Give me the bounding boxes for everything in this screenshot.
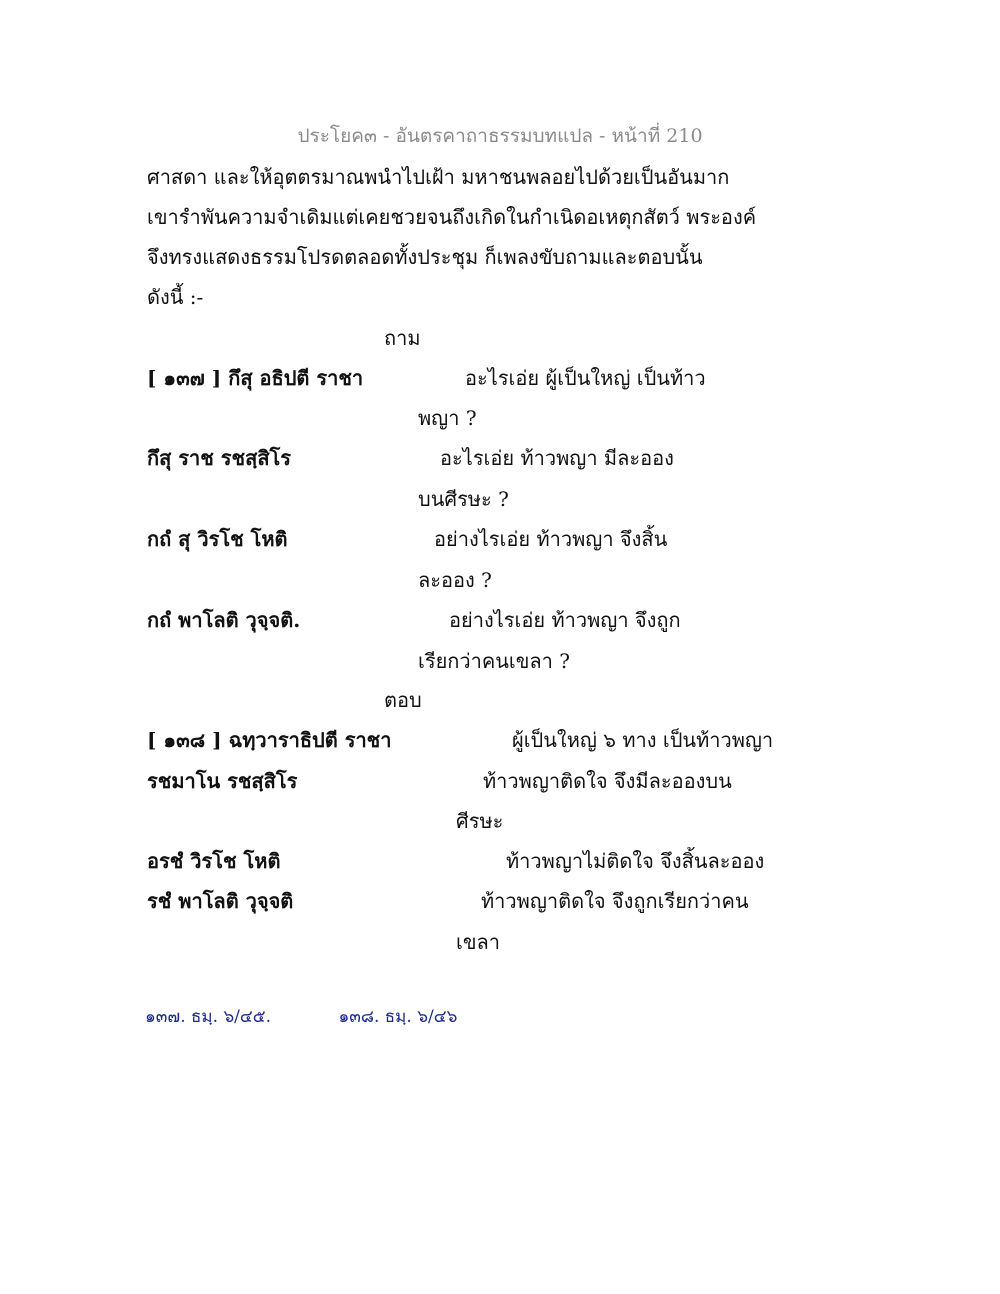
verse-pali-line: [ ๑๓๗ ] กึสุ อธิปตี ราชา [147, 366, 364, 390]
verse-thai-continuation: เรียกว่าคนเขลา ? [418, 649, 570, 673]
verse-pali-line: กึสุ ราช รชสฺสิโร [147, 446, 292, 470]
verse-thai-line: อย่างไรเอ่ย ท้าวพญา จึงถูก [449, 608, 681, 632]
verse-thai-continuation: ศีรษะ [456, 809, 504, 833]
verse-thai-line: อะไรเอ่ย ท้าวพญา มีละออง [440, 446, 674, 470]
verse-thai-line: ท้าวพญาไม่ติดใจ จึงสิ้นละออง [506, 849, 765, 873]
footnotes [145, 1003, 457, 1030]
footnote-138: ๑๓๘. ธมฺ. ๖/๔๖ [338, 1007, 458, 1027]
paragraph-line: จึงทรงแสดงธรรมโปรดตลอดทั้งประชุม ก็เพลงขับถามและตอบนั้น [147, 245, 703, 269]
verse-thai-continuation: บนศีรษะ ? [418, 487, 509, 511]
paragraph-line: ศาสดา และให้อุตตรมาณพนำไปเฝ้า มหาชนพลอยไปด้วยเป็นอันมาก [147, 165, 730, 189]
page-header: ประโยค๓ - อันตรคาถาธรรมบทแปล - หน้าที่ 210 [297, 125, 703, 147]
verse-thai-continuation: พญา ? [418, 406, 477, 430]
paragraph-line: เขารำพันความจำเดิมแต่เคยชวยจนถึงเกิดในกำเนิดอเหตุกสัตว์ พระองค์ [147, 205, 757, 229]
verse-thai-line: ท้าวพญาติดใจ จึงมีละอองบน [483, 769, 732, 793]
verse-pali-line: [ ๑๓๘ ] ฉทฺวาราธิปตี ราชา [147, 728, 392, 752]
paragraph-line: ดังนี้ :- [147, 285, 204, 309]
verse-thai-continuation: เขลา [456, 930, 500, 954]
verse-thai-line: อะไรเอ่ย ผู้เป็นใหญ่ เป็นท้าว [465, 366, 706, 390]
question-heading: ถาม [384, 326, 421, 350]
verse-thai-line: ท้าวพญาติดใจ จึงถูกเรียกว่าคน [481, 889, 749, 913]
verse-pali-line: รชมาโน รชสฺสิโร [147, 769, 298, 793]
verse-thai-line: อย่างไรเอ่ย ท้าวพญา จึงสิ้น [434, 527, 668, 551]
verse-thai-continuation: ละออง ? [418, 568, 492, 592]
footnote-137: ๑๓๗. ธมฺ. ๖/๔๕. [145, 1007, 272, 1027]
verse-pali-line: รชํ พาโลติ วุจฺจติ [147, 889, 294, 913]
verse-thai-line: ผู้เป็นใหญ่ ๖ ทาง เป็นท้าวพญา [512, 728, 774, 752]
verse-pali-line: กถํ พาโลติ วุจฺจติ. [147, 608, 301, 632]
answer-heading: ตอบ [384, 688, 422, 712]
verse-pali-line: กถํ สุ วิรโช โหติ [147, 527, 288, 551]
verse-pali-line: อรชํ วิรโช โหติ [147, 849, 281, 873]
